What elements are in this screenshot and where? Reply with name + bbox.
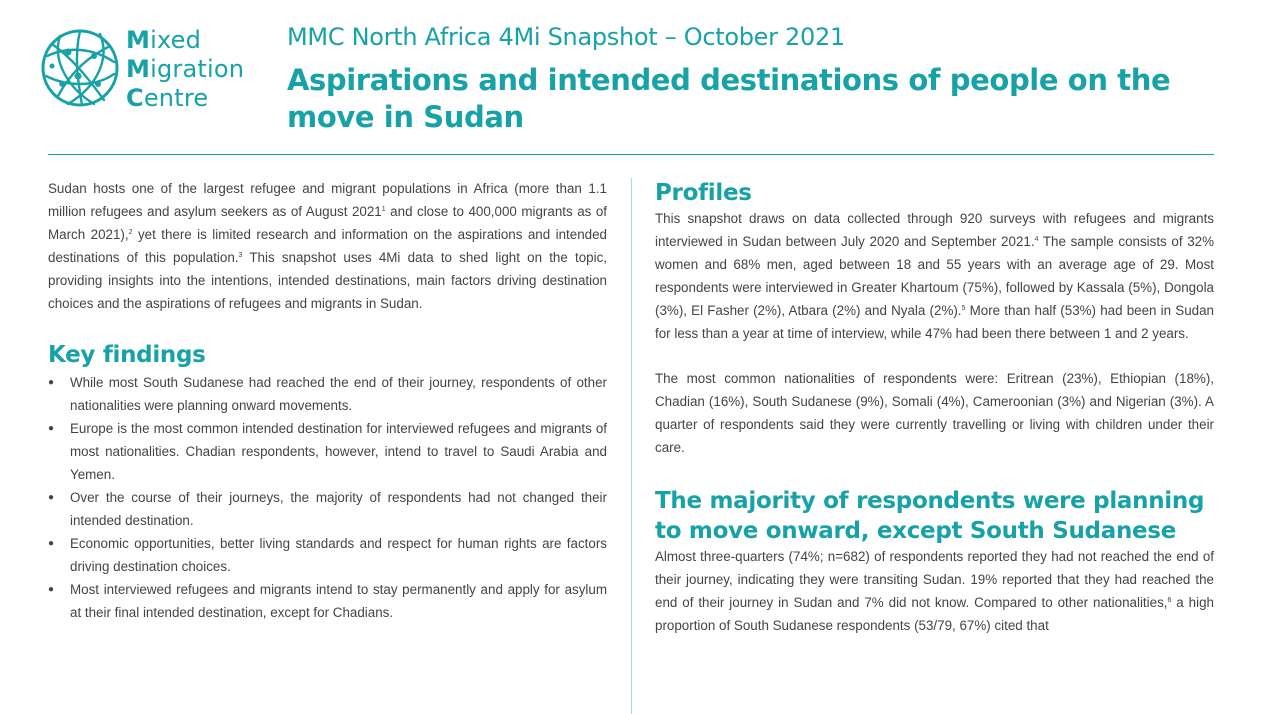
intro-text: This snapshot uses 4Mi data to shed light on the topic, providing insights into the intentions, intended destinations, main factors driving destination choices and the aspirations of refugees and migrants in Sudan. [48,249,607,311]
intro-paragraph [48,178,607,315]
list-item [48,418,607,487]
footnote-ref[interactable]: 1 [381,205,386,213]
finding-text: Most interviewed refugees and migrants intend to stay permanently and apply for asylum at their final intended destination, except for Chadians. [70,581,607,620]
intro-text: and close to 400,000 migrants as of March 2021), [48,203,608,242]
bullet-icon: ● [48,423,55,435]
logo-initial: C [126,84,144,112]
majority-text: a high proportion of South Sudanese respondents (53/79, 67%) cited that [655,594,1214,633]
profiles-text: The sample consists of 32% women and 68% men, aged between 18 and 55 years with an average age of 29. Most respondents were interviewed in Greater Khartoum (75%), followed by Kassala (5%), Dongola (3%), El Fasher (2%), Atbara (2%) and Nyala (2%). [655,233,1214,318]
list-item [48,372,607,418]
mmc-globe-icon [38,26,122,110]
profiles-text: This snapshot draws on data collected through 920 surveys with refugees and migrants interviewed in Sudan between July 2020 and September 2021. [655,211,1214,249]
logo-word: ixed [150,26,202,54]
majority-paragraph [655,546,1214,638]
bullet-icon: ● [48,491,55,503]
finding-text: While most South Sudanese had reached the end of their journey, respondents of other nationalities were planning onward movements. [70,375,607,414]
profiles-heading: Profiles [655,180,752,206]
finding-text: Europe is the most common intended destination for interviewed refugees and migrants of most nationalities. Chadian respondents, however, intend to travel to Saudi Arabia and Yemen. [70,421,607,483]
finding-text: Economic opportunities, better living standards and respect for human rights are factors driving destination choices. [70,535,607,574]
bullet-icon: ● [48,537,55,549]
list-item [48,579,607,625]
key-findings-list [48,372,607,624]
list-item [48,533,607,579]
logo-word: entre [143,84,209,112]
footnote-ref[interactable]: 4 [1034,235,1039,243]
column-divider [631,178,632,714]
footnote-ref[interactable]: 3 [238,251,243,259]
header-divider [48,154,1214,155]
bullet-icon: ● [48,583,55,595]
intro-text: Sudan hosts one of the largest refugee and migrant populations in Africa (more than 1.1 million refugees and asylum seekers as of August 2021 [48,181,607,219]
majority-text: Almost three-quarters (74%; n=682) of respondents reported they had not reached the end of their journey, indicating they were transiting Sudan. 19% reported that they had reached the end of their journey in Sudan and 7% did not know. Compared to other nationalities, [655,549,1214,610]
profiles-paragraph [655,208,1214,345]
footnote-ref[interactable]: 2 [128,228,133,236]
footnote-ref[interactable]: 5 [961,304,966,312]
page-title: Aspirations and intended destinations of people on the move in Sudan [287,63,1171,134]
left-column [48,178,607,624]
profiles-text: More than half (53%) had been in Sudan for less than a year at time of interview, while 47% had been there between 1 and 2 years. [655,302,1214,341]
finding-text: Over the course of their journeys, the majority of respondents had not changed their intended destination. [70,489,607,528]
snapshot-subtitle: MMC North Africa 4Mi Snapshot – October 2021 [287,23,845,51]
majority-heading: The majority of respondents were planning to move onward, except South Sudanese [655,488,1205,545]
logo-wordmark [126,26,244,113]
key-findings-heading: Key findings [48,342,206,369]
bullet-icon: ● [48,377,55,389]
logo-initial: M [126,55,151,83]
nationalities-paragraph: The most common nationalities of respondents were: Eritrean (23%), Ethiopian (18%), Chadian (16%), South Sudanese (9%), Somali (4%), Cameroonian (3%) and Nigerian (3%). A quarter of respondents said they were currently travelling or living with children under their care. [655,371,1214,456]
list-item [48,487,607,533]
logo-initial: M [126,26,151,54]
right-column [655,178,1214,638]
logo-word: igration [150,55,245,83]
footnote-ref[interactable]: 6 [1167,596,1172,604]
mmc-logo [38,26,258,112]
intro-text: yet there is limited research and information on the aspirations and intended destinations of this population. [48,226,607,265]
